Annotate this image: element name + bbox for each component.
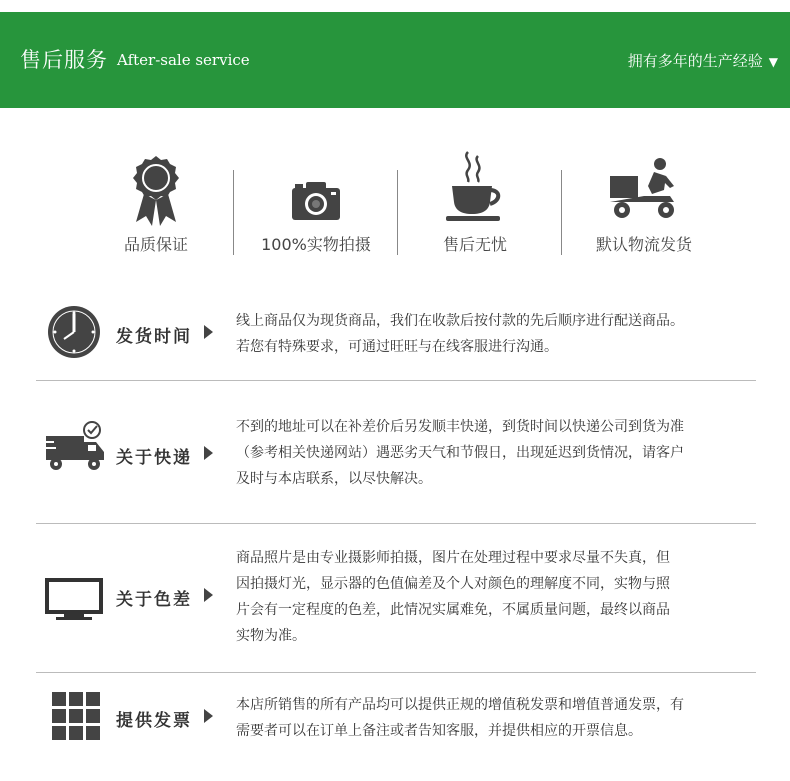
feature-logistics <box>564 150 724 270</box>
triangle-right-icon <box>204 588 213 602</box>
feature-label: 售后无忧 <box>442 235 507 254</box>
camera-icon <box>236 150 396 230</box>
section-shipping-time <box>36 300 756 370</box>
section-line: （参考相关快递网站）遇恶劣天气和节假日，出现延迟到货情况，请客户 <box>236 445 684 461</box>
feature-label: 100%实物拍摄 <box>261 235 371 254</box>
section-line: 因拍摄灯光，显示器的色值偏差及个人对颜色的理解度不同，实物与照 <box>236 576 670 592</box>
section-line: 若您有特殊要求，可通过旺旺与在线客服进行沟通。 <box>236 339 558 355</box>
triangle-right-icon <box>204 709 213 723</box>
section-title: 关于快递 <box>116 448 192 468</box>
feature-label: 默认物流发货 <box>595 235 692 254</box>
triangle-right-icon <box>204 325 213 339</box>
header-experience-link[interactable] <box>628 50 778 71</box>
section-title: 发货时间 <box>116 327 192 347</box>
quality-badge-icon <box>76 150 236 230</box>
top-strip <box>0 0 790 12</box>
grid-icon <box>52 692 100 744</box>
header-experience-text: 拥有多年的生产经验 <box>627 52 763 70</box>
triangle-down-icon: ▼ <box>768 55 778 69</box>
section-title: 提供发票 <box>116 711 192 731</box>
section-color-difference <box>36 545 756 655</box>
triangle-right-icon <box>204 446 213 460</box>
delivery-truck-icon <box>42 420 108 480</box>
divider <box>233 170 234 255</box>
section-text <box>236 692 751 744</box>
header-banner <box>0 12 790 108</box>
divider <box>561 170 562 255</box>
feature-quality <box>76 150 236 270</box>
divider <box>36 523 756 524</box>
section-line: 需要者可以在订单上备注或者告知客服，并提供相应的开票信息。 <box>236 723 642 739</box>
monitor-icon <box>44 577 104 625</box>
section-line: 商品照片是由专业摄影师拍摄，图片在处理过程中要求尽量不失真，但 <box>236 550 670 566</box>
coffee-cup-icon <box>395 150 555 230</box>
section-line: 及时与本店联系，以尽快解决。 <box>236 471 432 487</box>
feature-aftersale <box>395 150 555 270</box>
section-text <box>236 545 751 649</box>
feature-photo <box>236 150 396 270</box>
section-line: 实物为准。 <box>236 628 306 644</box>
section-line: 本店所销售的所有产品均可以提供正规的增值税发票和增值普通发票，有 <box>236 697 684 713</box>
divider <box>36 380 756 381</box>
delivery-scooter-icon <box>564 150 724 230</box>
feature-label: 品质保证 <box>123 235 188 254</box>
feature-strip <box>0 150 790 270</box>
header-title-cn: 售后服务 <box>20 48 108 72</box>
section-title: 关于色差 <box>116 590 192 610</box>
section-express <box>36 410 756 500</box>
divider <box>36 672 756 673</box>
section-invoice <box>36 690 756 750</box>
section-line: 片会有一定程度的色差，此情况实属难免，不属质量问题，最终以商品 <box>236 602 670 618</box>
section-line: 线上商品仅为现货商品，我们在收款后按付款的先后顺序进行配送商品。 <box>236 313 684 329</box>
clock-icon <box>46 304 102 364</box>
section-text <box>236 414 751 492</box>
section-line: 不到的地址可以在补差价后另发顺丰快递，到货时间以快递公司到货为准 <box>236 419 684 435</box>
section-text <box>236 308 751 360</box>
header-title-en: After-sale service <box>117 51 250 69</box>
